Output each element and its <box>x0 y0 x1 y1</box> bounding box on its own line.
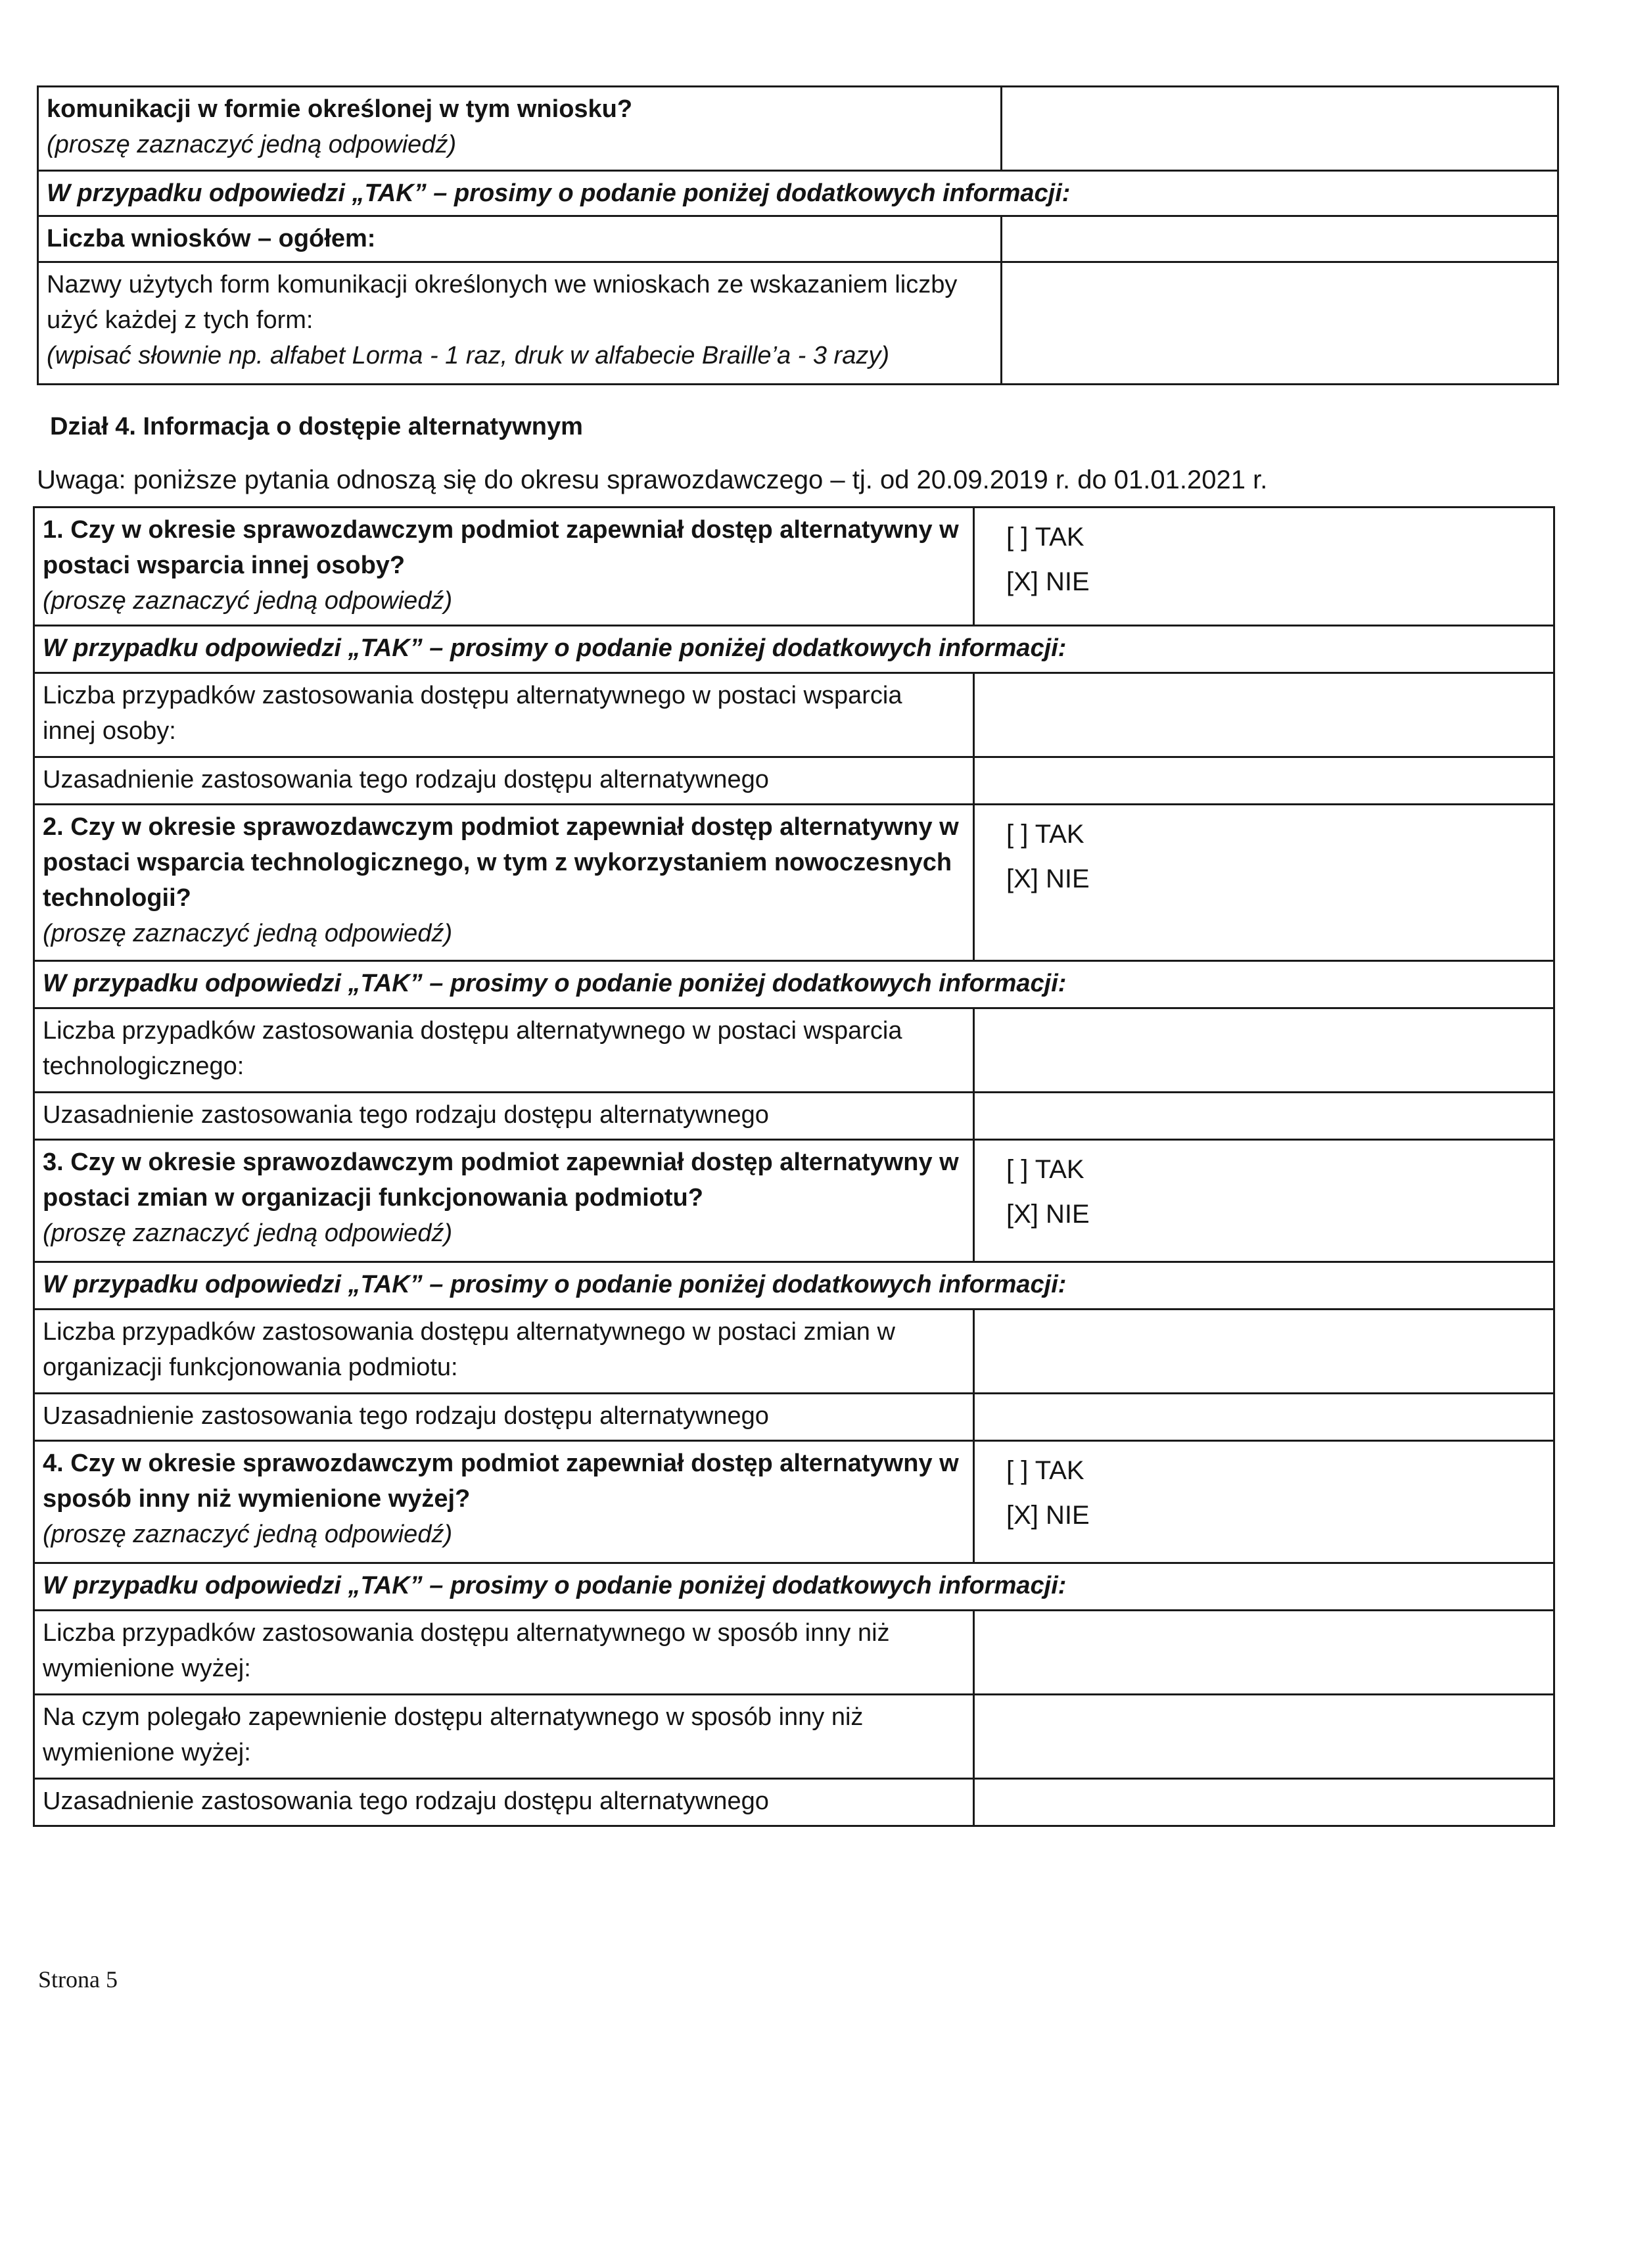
q3-option-tak[interactable]: [ ] TAK <box>1006 1155 1084 1184</box>
q2-count-line1: Liczba przypadków zastosowania dostępu alternatywnego w postaci wsparcia <box>43 1017 902 1045</box>
q4-how-input[interactable] <box>974 1695 1554 1779</box>
page-number: Strona 5 <box>38 1966 118 1993</box>
q4-count-line2: wymienione wyżej: <box>43 1655 251 1682</box>
q4-option-nie[interactable]: [X] NIE <box>1006 1501 1090 1530</box>
question-1-hint: (proszę zaznaczyć jedną odpowiedź) <box>43 587 453 615</box>
forms-input[interactable] <box>1002 262 1558 385</box>
forms-cell <box>38 262 1002 385</box>
question-3-line1: 3. Czy w okresie sprawozdawczym podmiot zapewniał dostęp alternatywny w <box>43 1148 959 1176</box>
q3-count-line1: Liczba przypadków zastosowania dostępu alternatywnego w postaci zmian w <box>43 1318 895 1346</box>
question-2-line1: 2. Czy w okresie sprawozdawczym podmiot zapewniał dostęp alternatywny w <box>43 813 959 841</box>
q2-if-yes-header: W przypadku odpowiedzi „TAK” – prosimy o podanie poniżej dodatkowych informacji: <box>34 961 1554 1008</box>
q2-count-line2: technologicznego: <box>43 1052 244 1080</box>
forms-label-line2: użyć każdej z tych form: <box>47 306 314 334</box>
q4-count-input[interactable] <box>974 1611 1554 1695</box>
q3-if-yes-header: W przypadku odpowiedzi „TAK” – prosimy o podanie poniżej dodatkowych informacji: <box>34 1262 1554 1310</box>
question-4-line2: sposób inny niż wymienione wyżej? <box>43 1485 471 1513</box>
q1-justification-input[interactable] <box>974 757 1554 805</box>
q1-count-line1: Liczba przypadków zastosowania dostępu alternatywnego w postaci wsparcia <box>43 682 902 709</box>
q3-option-nie[interactable]: [X] NIE <box>1006 1200 1090 1229</box>
q3-count-cell <box>34 1310 974 1394</box>
question-hint: (proszę zaznaczyć jedną odpowiedź) <box>47 131 457 158</box>
if-yes-header: W przypadku odpowiedzi „TAK” – prosimy o podanie poniżej dodatkowych informacji: <box>38 171 1558 216</box>
question-3-cell <box>34 1140 974 1262</box>
top-block-table <box>37 85 1559 385</box>
question-2-answer <box>974 805 1554 961</box>
q2-justification-input[interactable] <box>974 1093 1554 1140</box>
question-1-answer <box>974 508 1554 626</box>
question-1-cell <box>34 508 974 626</box>
answer-cell[interactable] <box>1002 87 1558 171</box>
question-2-cell <box>34 805 974 961</box>
questions-table <box>33 506 1555 1827</box>
q1-option-tak[interactable]: [ ] TAK <box>1006 523 1084 552</box>
q4-option-tak[interactable]: [ ] TAK <box>1006 1456 1084 1485</box>
question-4-hint: (proszę zaznaczyć jedną odpowiedź) <box>43 1521 453 1548</box>
q4-how-cell <box>34 1695 974 1779</box>
q1-justification-label: Uzasadnienie zastosowania tego rodzaju dostępu alternatywnego <box>34 757 974 805</box>
forms-label-line1: Nazwy użytych form komunikacji określonych we wnioskach ze wskazaniem liczby <box>47 271 958 298</box>
q2-option-tak[interactable]: [ ] TAK <box>1006 820 1084 849</box>
question-3-hint: (proszę zaznaczyć jedną odpowiedź) <box>43 1219 453 1247</box>
q1-if-yes-header: W przypadku odpowiedzi „TAK” – prosimy o podanie poniżej dodatkowych informacji: <box>34 626 1554 673</box>
question-3-answer <box>974 1140 1554 1262</box>
question-4-answer <box>974 1441 1554 1563</box>
q1-count-input[interactable] <box>974 673 1554 757</box>
section-note: Uwaga: poniższe pytania odnoszą się do okresu sprawozdawczego – tj. od 20.09.2019 r. do 01.01.2021 r. <box>37 465 1268 494</box>
question-3-line2: postaci zmian w organizacji funkcjonowania podmiotu? <box>43 1184 703 1212</box>
question-text: komunikacji w formie określonej w tym wniosku? <box>47 95 633 123</box>
q4-count-cell <box>34 1611 974 1695</box>
q2-count-input[interactable] <box>974 1008 1554 1093</box>
question-cell <box>38 87 1002 171</box>
count-label: Liczba wniosków – ogółem: <box>47 225 376 252</box>
question-1-line1: 1. Czy w okresie sprawozdawczym podmiot zapewniał dostęp alternatywny w <box>43 516 959 544</box>
forms-hint: (wpisać słownie np. alfabet Lorma - 1 raz, druk w alfabecie Braille’a - 3 razy) <box>47 342 889 369</box>
q3-justification-input[interactable] <box>974 1394 1554 1441</box>
q4-how-line1: Na czym polegało zapewnienie dostępu alternatywnego w sposób inny niż <box>43 1703 864 1731</box>
q4-count-line1: Liczba przypadków zastosowania dostępu alternatywnego w sposób inny niż <box>43 1619 890 1647</box>
q1-count-cell <box>34 673 974 757</box>
q4-if-yes-header: W przypadku odpowiedzi „TAK” – prosimy o podanie poniżej dodatkowych informacji: <box>34 1563 1554 1611</box>
section-title: Dział 4. Informacja o dostępie alternatywnym <box>50 413 583 440</box>
q2-justification-label: Uzasadnienie zastosowania tego rodzaju dostępu alternatywnego <box>34 1093 974 1140</box>
q4-how-line2: wymienione wyżej: <box>43 1739 251 1766</box>
q2-count-cell <box>34 1008 974 1093</box>
q2-option-nie[interactable]: [X] NIE <box>1006 864 1090 893</box>
question-1-line2: postaci wsparcia innej osoby? <box>43 552 406 579</box>
q3-count-input[interactable] <box>974 1310 1554 1394</box>
question-2-line2: postaci wsparcia technologicznego, w tym z wykorzystaniem nowoczesnych <box>43 849 952 876</box>
count-input[interactable] <box>1002 216 1558 262</box>
question-2-line3: technologii? <box>43 884 191 912</box>
q1-count-line2: innej osoby: <box>43 717 176 745</box>
question-4-line1: 4. Czy w okresie sprawozdawczym podmiot zapewniał dostęp alternatywny w <box>43 1450 959 1477</box>
q3-count-line2: organizacji funkcjonowania podmiotu: <box>43 1354 458 1381</box>
question-2-hint: (proszę zaznaczyć jedną odpowiedź) <box>43 920 453 947</box>
q3-justification-label: Uzasadnienie zastosowania tego rodzaju dostępu alternatywnego <box>34 1394 974 1441</box>
q4-justification-input[interactable] <box>974 1779 1554 1826</box>
question-4-cell <box>34 1441 974 1563</box>
q1-option-nie[interactable]: [X] NIE <box>1006 567 1090 596</box>
q4-justification-label: Uzasadnienie zastosowania tego rodzaju dostępu alternatywnego <box>34 1779 974 1826</box>
